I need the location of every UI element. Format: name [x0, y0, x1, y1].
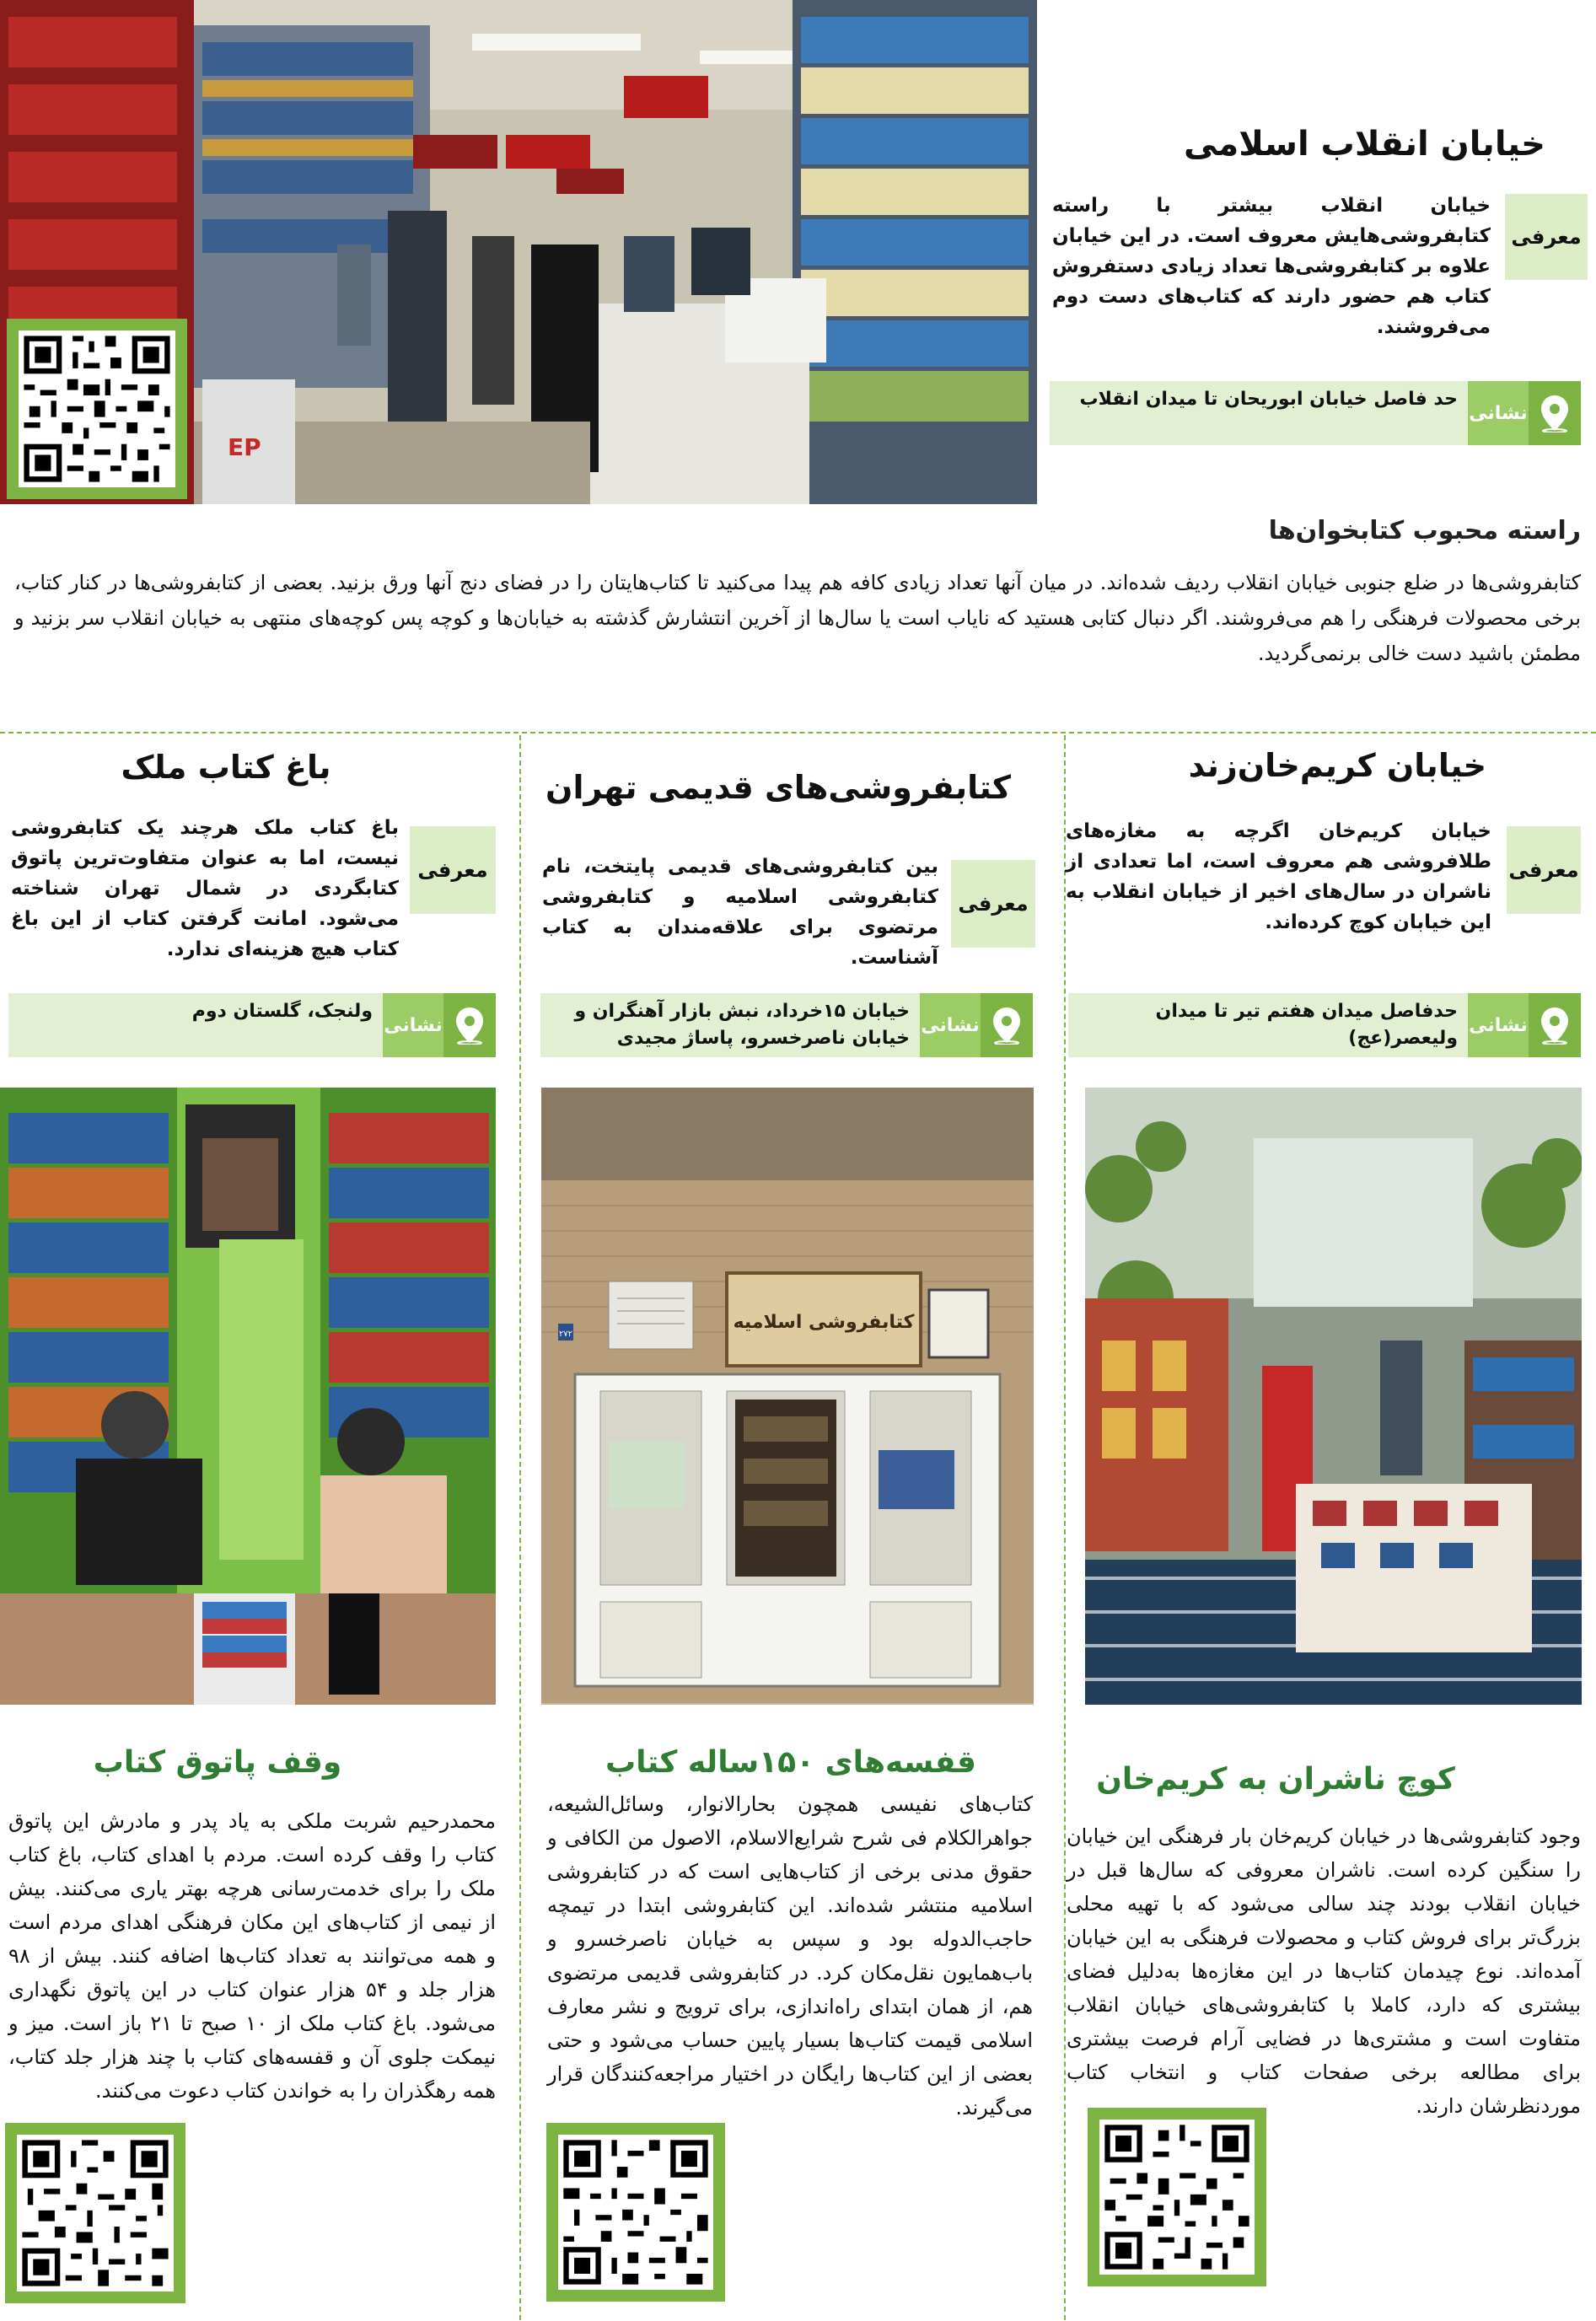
- col2-bookstore-photo: [541, 1088, 1034, 1705]
- location-pin-icon: [1529, 381, 1581, 445]
- col3-address-tag: نشانی: [383, 993, 443, 1057]
- section-divider: [0, 732, 1596, 733]
- section-text: کتابفروشی‌ها در ضلع جنوبی خیابان انقلاب ردیف شده‌اند. در میان آنها تعداد زیادی کافه هم پیدا می‌کنید تا کتاب‌هایتان را در فضای دنج آنها ورق بزنید. بعضی از کتابفروشی‌ها در کنار کتاب، برخی محصولات فرهنگی را هم می‌فروشند. اگر دنبال کتابی هستید که نایاب است یا سال‌ها از آخرین انتشارش گذشته به خیابان‌ها و کوچه پس کوچه‌های منتهی به خیابان انقلاب سر بزنید و مطمئن باشید دست خالی برنمی‌گردید.: [14, 571, 1581, 665]
- col2-title: کتابفروشی‌های قدیمی تهران: [545, 769, 1011, 806]
- col1-address-text: حدفاصل میدان هفتم تیر تا میدان ولیعصر(عج): [1068, 993, 1468, 1057]
- col3-body: محمدرحیم شربت ملکی به یاد پدر و مادرش این پاتوق کتاب را وقف کرده است. مردم با اهدای کتاب، باغ کتاب ملک را برای خدمت‌رسانی هرچه بهتر یاری می‌کنند. بیش از نیمی از کتاب‌های این مکان فرهنگی اهدای مردم است و همه می‌توانند به تعداد کتاب‌ها اضافه کنند. بیش از ۹۸ هزار جلد و ۵۴ هزار عنوان کتاب در این پاتوق نگهداری می‌شود. باغ کتاب ملک از ۱۰ صبح تا ۲۱ باز است. میز و نیمکت جلوی آن و قفسه‌های کتاب با چند هزار جلد کتاب، همه رهگذران را به خواندن کتاب دعوت می‌کنند.: [8, 1809, 497, 2103]
- col1-title: خیابان کریم‌خان‌زند: [1188, 747, 1486, 784]
- qr-code-icon: [558, 2135, 713, 2290]
- col3-address-text: ولنجک، گلستان دوم: [8, 993, 383, 1057]
- col1-address-row: [1068, 993, 1581, 1057]
- col3-qr-code[interactable]: [5, 2123, 185, 2303]
- col1-bookstore-photo: [1085, 1088, 1582, 1705]
- top-address-text: حد فاصل خیابان ابوریحان تا میدان انقلاب: [1050, 381, 1468, 445]
- location-pin-icon: [981, 993, 1033, 1057]
- col3-title: باغ کتاب ملک: [121, 749, 331, 786]
- top-qr-code[interactable]: [7, 319, 187, 499]
- column-divider-left: [519, 735, 521, 2320]
- section-title: راسته محبوب کتابخوان‌ها: [1268, 516, 1581, 545]
- col1-intro-tag: معرفی: [1507, 826, 1581, 914]
- col2-body: کتاب‌های نفیسی همچون بحارالانوار، وسائل‌الشیعه، جواهرالکلام فی شرح شرایع‌الاسلام، الاصول من الکافی و حقوق مدنی برخی از کتاب‌هایی است که در کتابفروشی اسلامیه منتشر شده‌اند. این کتابفروشی ابتدا در تیمچه حاجب‌الدوله بود و سپس به خیابان ناصرخسرو و باب‌همایون نقل‌مکان کرد. در کتابفروشی قدیمی مرتضوی هم، از همان ابتدای راه‌اندازی، برای ترویج و نشر معارف اسلامی قیمت کتاب‌ها بسیار پایین حساب می‌شود و حتی بعضی از این کتاب‌ها رایگان در اختیار مراجعه‌کنندگان قرار می‌گیرند.: [547, 1792, 1033, 2120]
- svg-text:EP: EP: [228, 433, 261, 461]
- col3-address-row: [8, 993, 496, 1057]
- top-address-tag: نشانی: [1468, 381, 1529, 445]
- col2-address-tag: نشانی: [920, 993, 981, 1057]
- col1-qr-code[interactable]: [1088, 2108, 1266, 2286]
- column-divider-right: [1064, 735, 1066, 2320]
- col1-body: وجود کتابفروشی‌ها در خیابان کریم‌خان بار فرهنگی این خیابان را سنگین کرده است. ناشران معروفی که سال‌ها قبل در خیابان انقلاب بودند چند سالی می‌شود که با تهیه محلی بزرگ‌تر برای فروش کتاب و محصولات فرهنگی به این خیابان آمده‌اند. نوع چیدمان کتاب‌ها در این مغازه‌ها به‌دلیل فضای بیشتری که دارد، کاملا با کتابفروشی‌های خیابان انقلاب متفاوت است و مشتری‌ها در فضایی آرام فرصت بیشتری برای مطالعه برخی صفحات کتاب و انتخاب کتاب موردنظرشان دارند.: [1067, 1824, 1581, 2118]
- col3-bookstore-photo: [0, 1088, 496, 1705]
- top-intro-text: خیابان انقلاب بیشتر با راسته کتابفروشی‌هایش معروف است. در این خیابان علاوه بر کتابفروشی‌ها تعداد زیادی دستفروش کتاب هم حضور دارند که کتاب‌های دست دوم می‌فروشند.: [1052, 195, 1491, 338]
- top-intro-tag: معرفی: [1505, 194, 1588, 280]
- col1-intro-text: خیابان کریم‌خان اگرچه به مغازه‌های طلافروشی هم معروف است، اما تعدادی از ناشران در سال‌های اخیر از خیابان انقلاب به این خیابان کوچ کرده‌اند.: [1066, 820, 1491, 933]
- top-title: خیابان انقلاب اسلامی: [1184, 125, 1545, 164]
- col1-address-tag: نشانی: [1468, 993, 1529, 1057]
- qr-code-icon: [17, 2135, 174, 2291]
- location-pin-icon: [1529, 993, 1581, 1057]
- col3-subtitle: وقف پاتوق کتاب: [93, 1745, 342, 1780]
- col2-photo-sign: کتابفروشی اسلامیه: [733, 1312, 915, 1333]
- col2-intro-tag: معرفی: [951, 860, 1035, 948]
- col3-intro-tag: معرفی: [410, 826, 496, 914]
- top-address-row: [1050, 381, 1581, 445]
- col1-subtitle: کوچ ناشران به کریم‌خان: [1096, 1762, 1455, 1797]
- col2-qr-code[interactable]: [546, 2123, 725, 2302]
- col3-intro-text: باغ کتاب ملک هرچند یک کتابفروشی نیست، اما به عنوان متفاوت‌ترین پاتوق کتابگردی در شمال تهران شناخته می‌شود. امانت گرفتن کتاب از این باغ کتاب هیچ هزینه‌ای ندارد.: [11, 817, 399, 960]
- qr-code-icon: [19, 330, 175, 487]
- col2-subtitle: قفسه‌های ۱۵۰ساله کتاب: [605, 1745, 976, 1780]
- col2-address-row: [540, 993, 1033, 1057]
- location-pin-icon: [443, 993, 496, 1057]
- col2-photo-plate: ۲۷۲: [558, 1330, 573, 1339]
- col2-intro-text: بین کتابفروشی‌های قدیمی پایتخت، نام کتابفروشی اسلامیه و کتابفروشی مرتضوی برای علاقه‌مندان به کتاب آشناست.: [542, 856, 938, 969]
- qr-code-icon: [1099, 2120, 1255, 2275]
- col2-address-text: خیابان ۱۵خرداد، نبش بازار آهنگران و خیابان ناصرخسرو، پاساژ مجیدی: [540, 993, 920, 1057]
